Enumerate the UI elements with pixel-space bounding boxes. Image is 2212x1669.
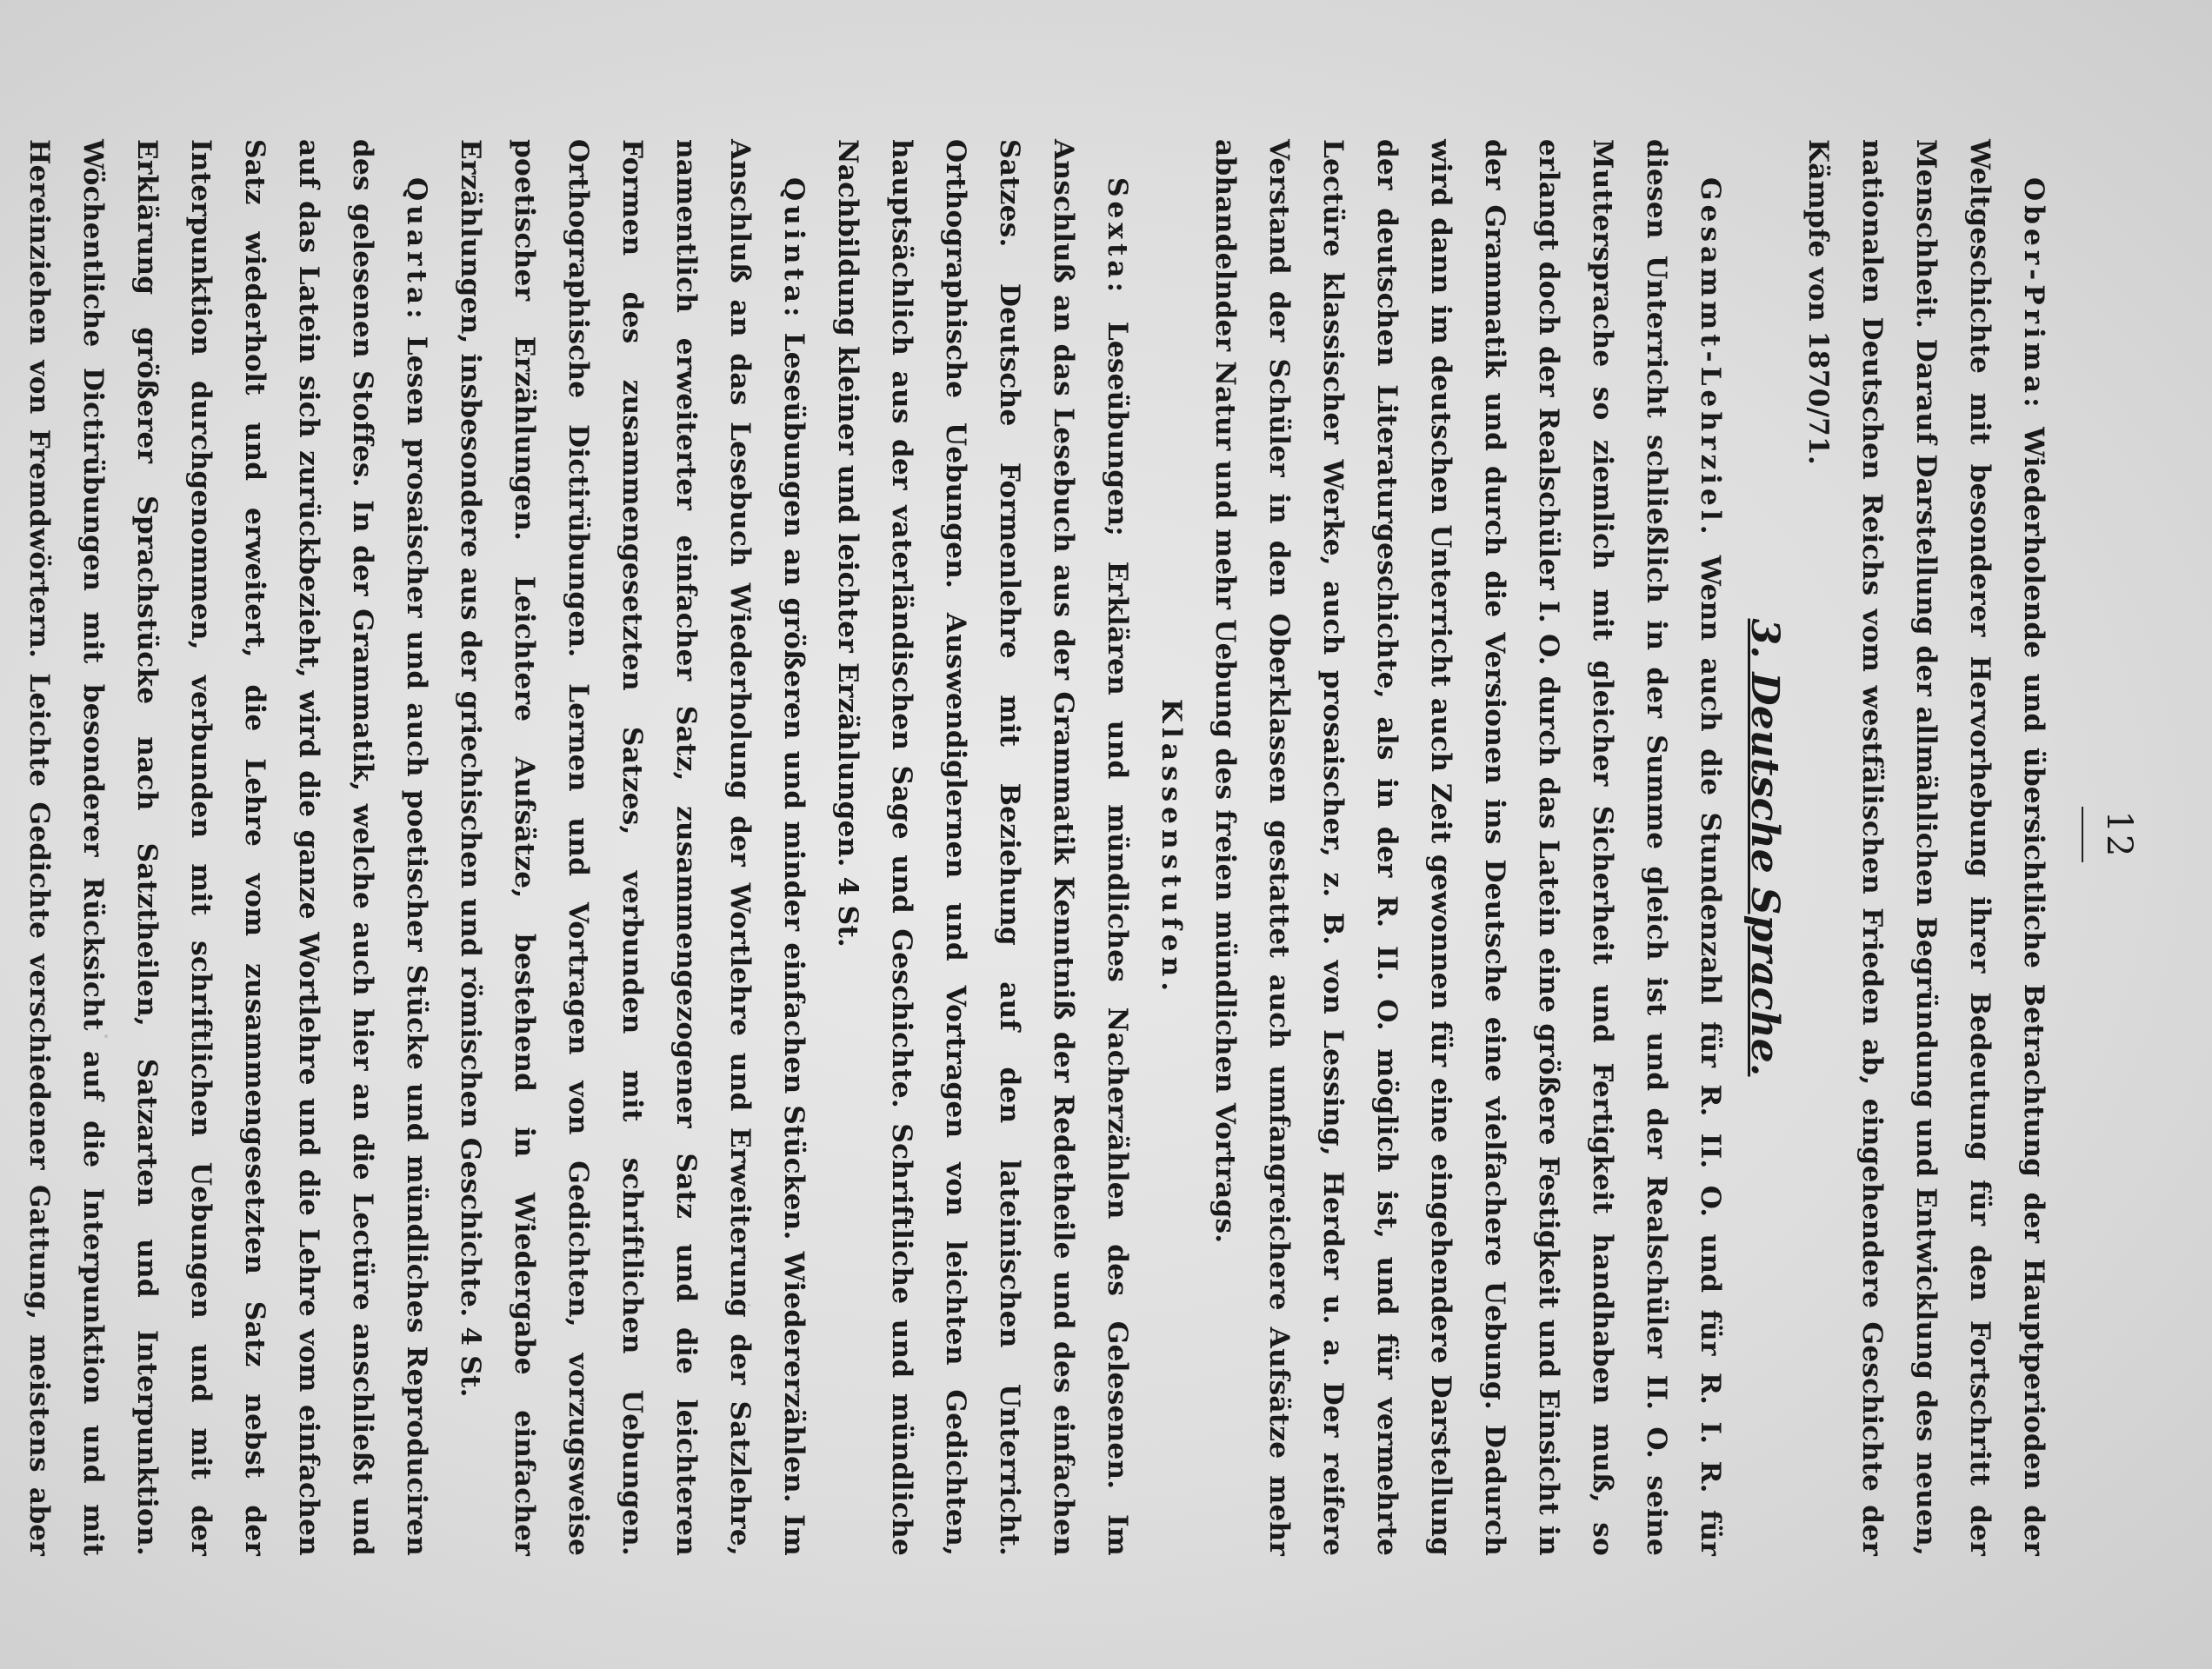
paragraph-label: Quarta: [401,177,432,323]
paragraph-quinta [443,139,821,1556]
paragraph-text: Wenn auch die Stundenzahl für R. II. O. und für R. I. R. für diesen Unterricht schließlich in der Summe gleich ist und der Realschüler II. O. seine Muttersprache so ziemlich mit gleicher Sicherheit und Fertigkeit handhaben muß, so erlangt doch der Realschüler I. O. durch das Latein eine größere Festigkeit und Einsicht in der Grammatik und durch die Versionen ins Deutsche eine vielfachere Uebung. Dadurch wird dann im deutschen Unterricht auch Zeit gewonnen für eine eingehendere Darstellung der deutschen Literaturgeschichte, als in der R. II. O. möglich ist, und für vermehrte Lectüre klassischer Werke, auch prosaischer, z. B. von Lessing, Herder u. a. Der reifere Verstand der Schüler in den Oberklassen gestattet auch umfangreichere Aufsätze mehr abhandelnder Natur und mehr Uebung des freien mündlichen Vortrags. [1209,139,1726,1556]
rotated-page [23,43,2148,1626]
paragraph-label: Ober-Prima: [2018,177,2049,412]
page-number-rule [2082,807,2083,862]
paragraph-text: Lesen prosaischer und auch poetischer Stücke und mündliches Reproduciren des gelesenen Stoffes. In der Grammatik, welche auch hier an die Lectüre anschließt und auf das Latein sich zurückbezieht, wird die ganze Wortlehre und die Lehre vom einfachen Satz wiederholt und erweitert, die Lehre vom zusammengesetzten Satz nebst der Interpunktion durchgenommen, verbunden mit schriftlichen Uebungen und mit der Erklärung größerer Sprachstücke nach Satztheilen, Satzarten und Interpunktion. Wöchentliche Dictirübungen mit besonderer Rücksicht auf die Interpunktion und mit Hereinziehen von Fremdwörtern. Leichte Gedichte verschiedener Gattung, meistens aber [23,139,432,1556]
paragraph-text: Leseübungen; Erklären und mündliches Nacherzählen des Gelesenen. Im Anschluß an das Lesebuch aus der Grammatik Kenntniß der Redetheile und des einfachen Satzes. Deutsche Formenlehre mit Beziehung auf den lateinischen Unterricht. Orthographische Uebungen. Auswendiglernen und Vortragen von leichten Gedichten, hauptsächlich aus der vaterländischen Sage und Geschichte. Schriftliche und mündliche Nachbildung kleiner und leichter Erzählungen. 4 St. [832,139,1133,1556]
section-heading: 3. Deutsche Sprache. [1742,618,1787,1077]
paragraph-sexta [821,139,1144,1556]
paragraph-text: Wiederholende und übersichtliche Betrachtung der Hauptperioden der Weltgeschichte mit besonderer Hervorhebung ihrer Bedeutung für den Fortschritt der Menschheit. Darauf Darstellung der allmählichen Begründung und Entwicklung des neuen, nationalen Deutschen Reichs vom westfälischen Frieden ab, eingehendere Geschichte der Kämpfe von 1870/71. [1802,139,2049,1556]
subsection-heading: Klassenstufen. [1156,698,1187,997]
page-body [0,139,2061,1556]
paragraph-ober-prima [1791,139,2061,1556]
page-number: 12 [2099,810,2139,859]
paragraph-quarta [0,139,443,1556]
paragraph-gesammt-lehrziel [1198,139,1737,1556]
paragraph-label: Quinta: [778,177,810,322]
paragraph-label: Gesammt-Lehrziel. [1695,177,1726,539]
page-header [2082,43,2148,1626]
paragraph-text: Leseübungen an größeren und minder einfachen Stücken. Wiedererzählen. Im Anschluß an das Lesebuch Wiederholung der Wortlehre und Erweiterung der Satzlehre, namentlich erweiterter einfacher Satz, zusammengezogener Satz und die leichteren Formen des zusammengesetzten Satzes, verbunden mit schriftlichen Uebungen. Orthographische Dictirübungen. Lernen und Vortragen von Gedichten, vorzugsweise poetischer Erzählungen. Leichtere Aufsätze, bestehend in Wiedergabe einfacher Erzählungen, insbesondere aus der griechischen und römischen Geschichte. 4 St. [455,139,810,1556]
paragraph-label: Sexta: [1102,177,1133,297]
